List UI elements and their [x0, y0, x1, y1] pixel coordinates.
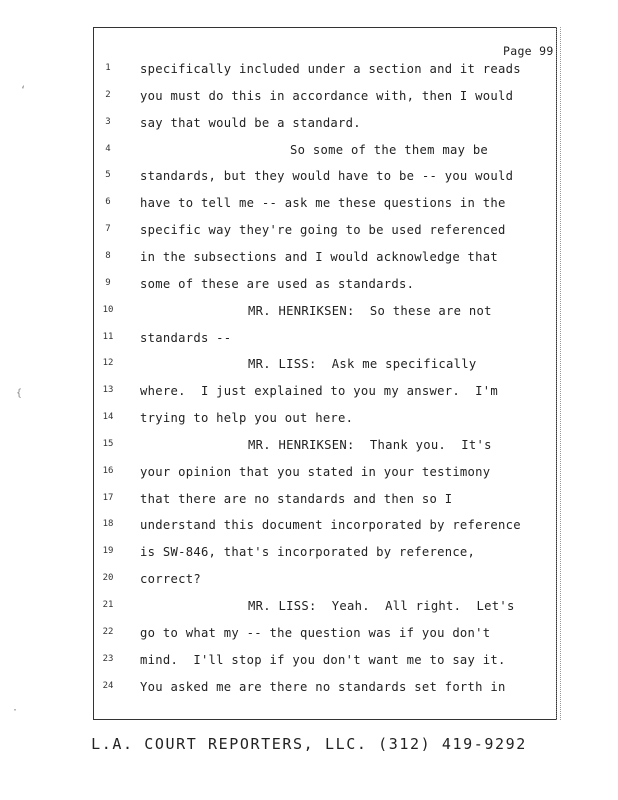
transcript-line: [0, 304, 618, 322]
line-text: MR. HENRIKSEN: Thank you. It's: [248, 437, 492, 452]
line-text: your opinion that you stated in your testimony: [140, 464, 491, 479]
transcript-line: [0, 143, 618, 161]
line-number: 10: [102, 304, 114, 315]
line-number: 15: [102, 438, 114, 449]
line-number: 6: [105, 197, 111, 208]
transcript-line: [0, 438, 618, 456]
line-number: 8: [105, 250, 111, 261]
transcript-line: [0, 518, 618, 536]
line-text: you must do this in accordance with, then I would: [140, 88, 514, 103]
transcript-line: [0, 62, 618, 80]
line-number: 24: [102, 680, 114, 691]
line-text: have to tell me -- ask me these questions in the: [140, 196, 506, 211]
line-number: 19: [102, 546, 114, 557]
scan-mark: ·: [12, 705, 19, 716]
court-reporter-footer: L.A. COURT REPORTERS, LLC. (312) 419-9292: [91, 735, 527, 753]
line-text: in the subsections and I would acknowledge that: [140, 249, 499, 264]
line-text: go to what my -- the question was if you don't: [140, 625, 491, 640]
line-number: 4: [105, 143, 111, 154]
line-number: 22: [102, 626, 114, 637]
transcript-line: [0, 626, 618, 644]
line-number: 7: [105, 224, 111, 235]
transcript-line: [0, 89, 618, 107]
line-number: 13: [102, 385, 114, 396]
transcript-line: [0, 223, 618, 241]
line-text: specific way they're going to be used referenced: [140, 223, 506, 238]
line-text: MR. LISS: Yeah. All right. Let's: [248, 599, 515, 613]
line-number: 17: [102, 492, 114, 503]
line-text: correct?: [140, 572, 201, 587]
line-text: mind. I'll stop if you don't want me to say it.: [140, 652, 506, 667]
transcript-line: [0, 465, 618, 483]
transcript-line: [0, 572, 618, 590]
line-text: specifically included under a section and it reads: [140, 62, 521, 76]
line-number: 11: [102, 331, 114, 342]
line-text: is SW-846, that's incorporated by reference,: [140, 545, 476, 560]
transcript-line: [0, 411, 618, 429]
line-text: standards --: [140, 330, 232, 345]
line-text: trying to help you out here.: [140, 411, 354, 426]
line-number: 9: [105, 277, 111, 288]
transcript-line: [0, 545, 618, 563]
transcript-line: [0, 116, 618, 134]
transcript-line: [0, 169, 618, 187]
line-text: that there are no standards and then so I: [140, 491, 453, 506]
line-text: some of these are used as standards.: [140, 276, 415, 291]
line-number: 18: [102, 519, 114, 530]
line-number: 3: [105, 116, 111, 127]
line-number: 2: [105, 89, 111, 100]
line-text: where. I just explained to you my answer. I'm: [140, 384, 499, 399]
line-text: say that would be a standard.: [140, 115, 361, 130]
line-text: MR. LISS: Ask me specifically: [248, 357, 477, 372]
line-number: 16: [102, 465, 114, 476]
line-number: 23: [102, 653, 114, 664]
transcript-line: [0, 277, 618, 295]
transcript-line: [0, 492, 618, 510]
transcript-line: [0, 331, 618, 349]
line-number: 20: [102, 573, 114, 584]
page-number: Page 99: [503, 44, 554, 58]
line-text: standards, but they would have to be -- you would: [140, 169, 514, 184]
transcript-line: [0, 680, 618, 698]
scan-mark: ‘: [20, 85, 27, 96]
line-number: 14: [102, 412, 114, 423]
transcript-line: [0, 653, 618, 671]
line-number: 21: [102, 600, 114, 610]
line-number: 12: [102, 358, 114, 369]
line-number: 1: [105, 63, 111, 73]
line-text: You asked me are there no standards set forth in: [140, 679, 506, 694]
line-text: So some of the them may be: [290, 142, 489, 157]
transcript-line: [0, 196, 618, 214]
transcript-line: [0, 357, 618, 375]
transcript-line: [0, 250, 618, 268]
scan-mark: {: [16, 388, 23, 399]
transcript-line: [0, 384, 618, 402]
line-text: understand this document incorporated by reference: [140, 518, 521, 533]
line-number: 5: [105, 170, 111, 181]
transcript-line: [0, 599, 618, 617]
line-text: MR. HENRIKSEN: So these are not: [248, 303, 492, 318]
